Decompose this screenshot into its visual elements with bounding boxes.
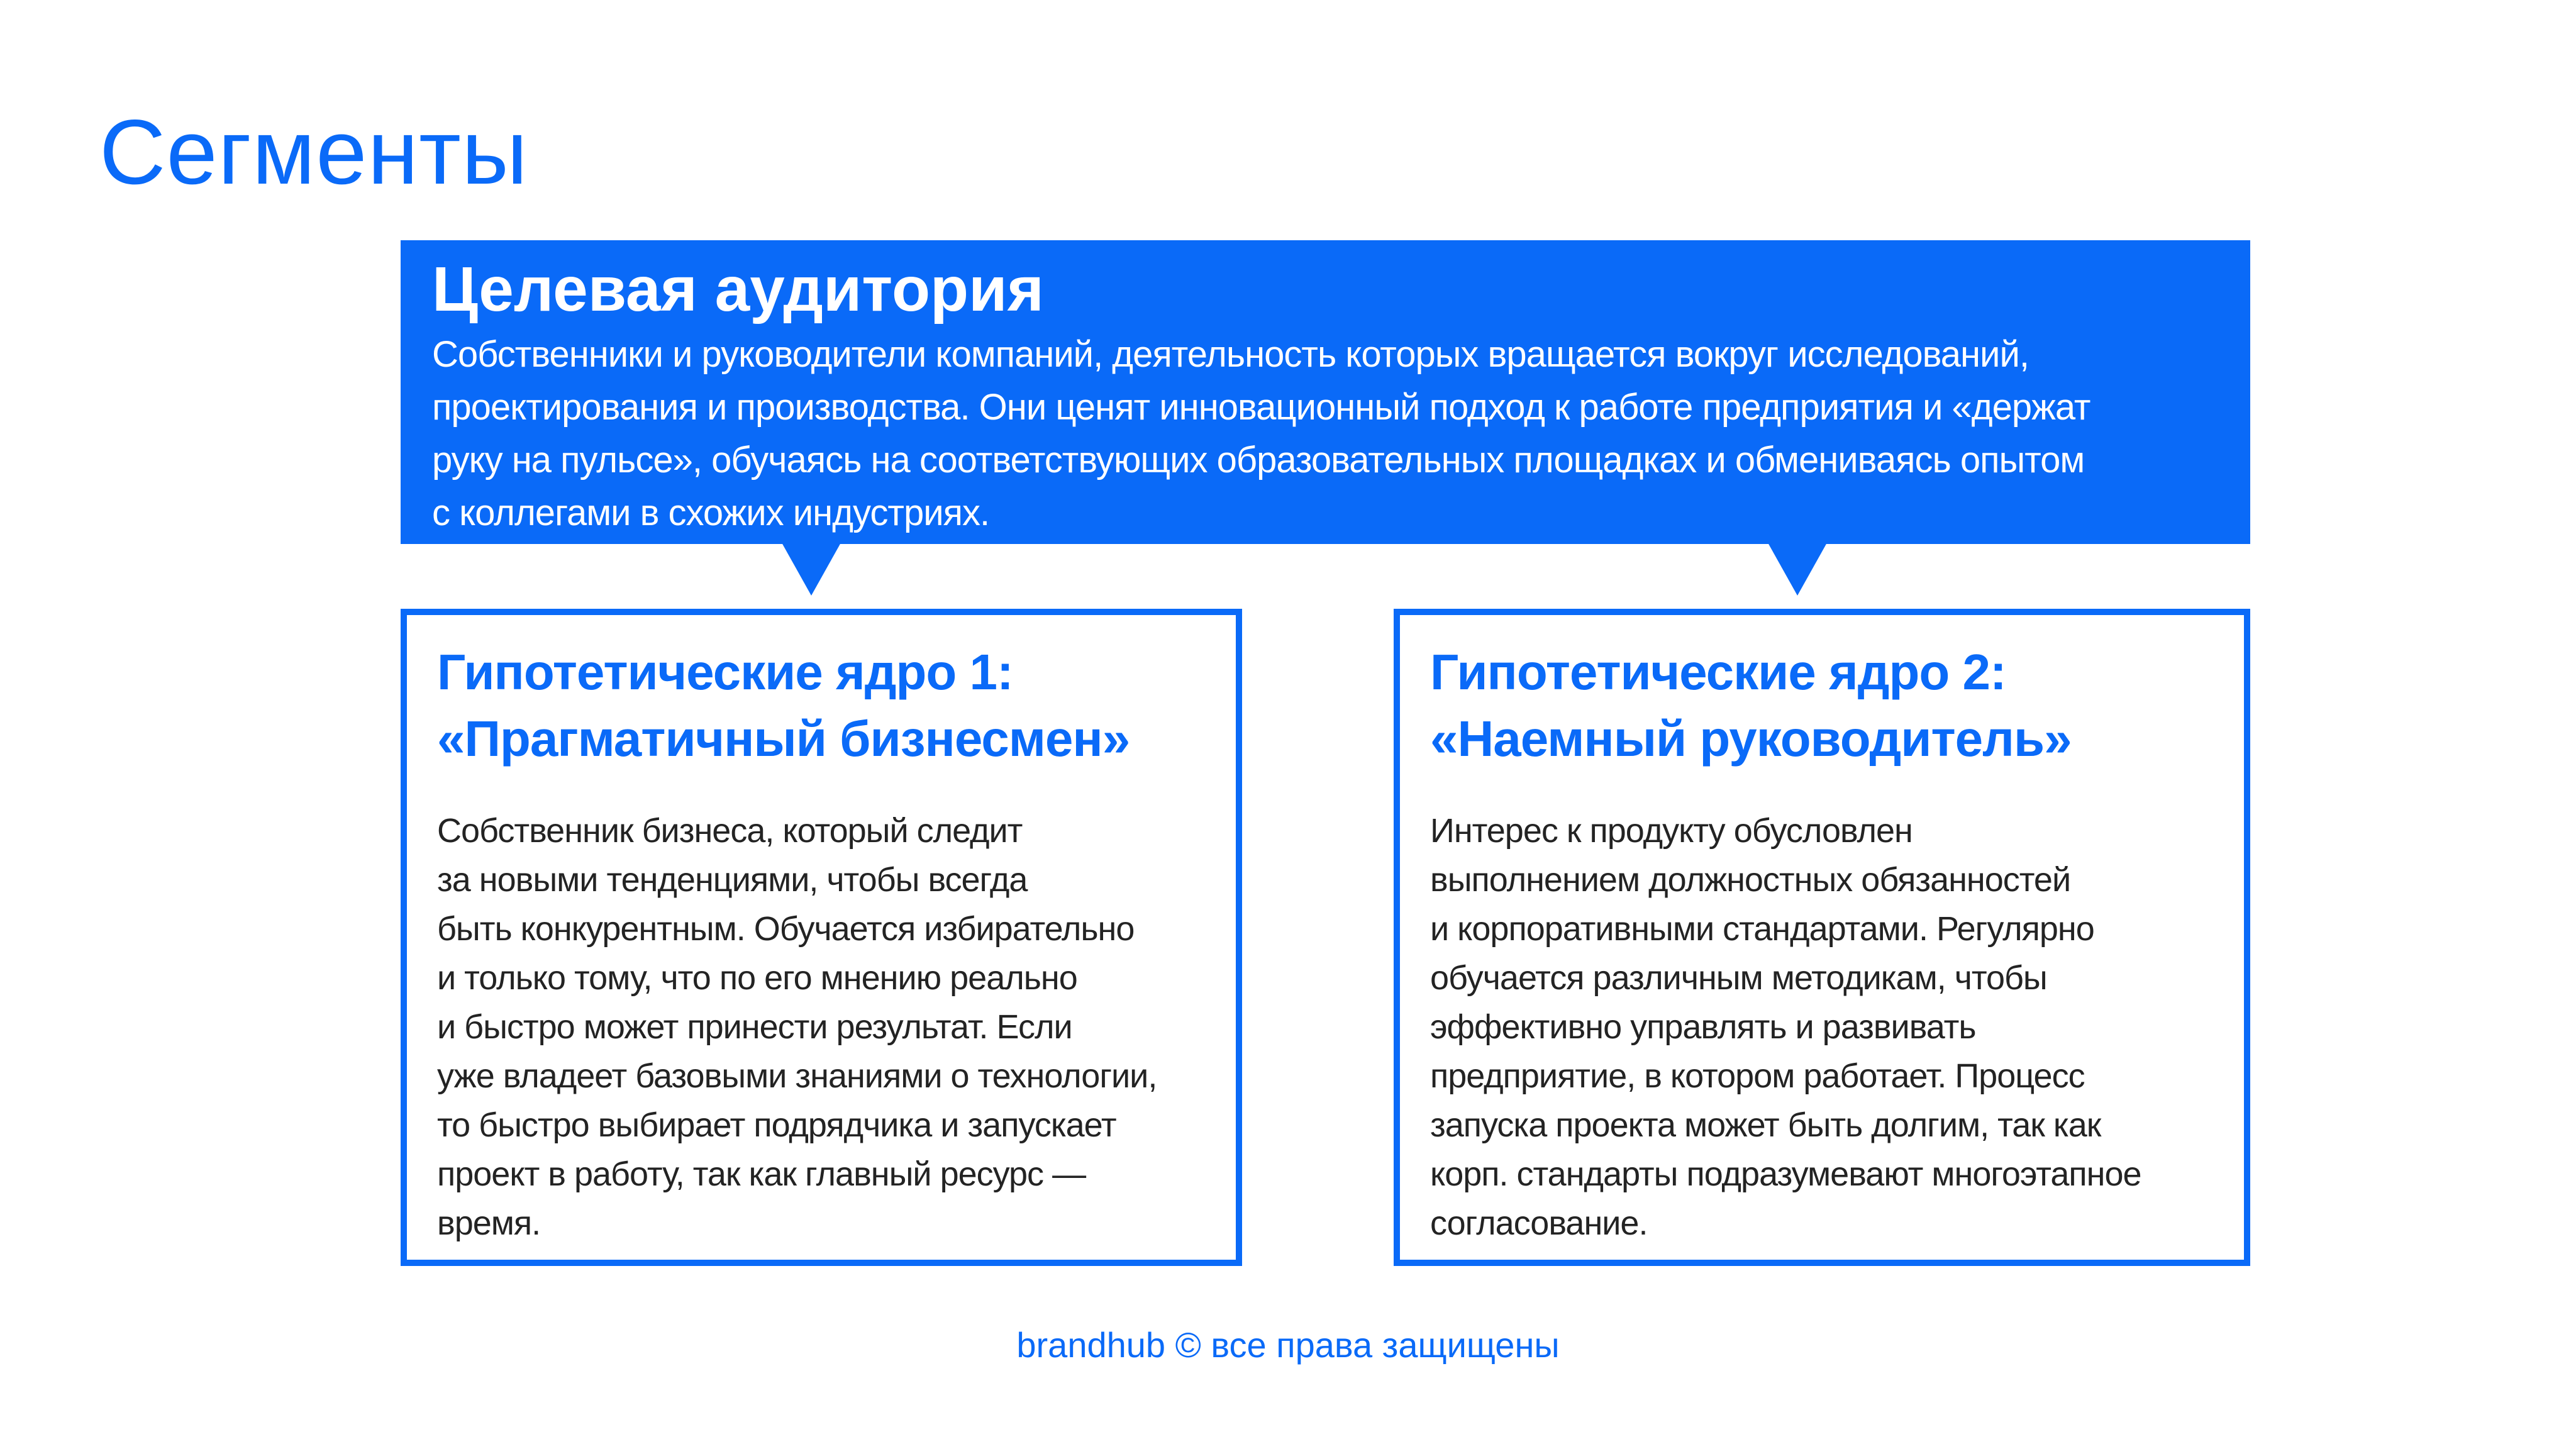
segment-1-title — [437, 639, 1206, 772]
segment-2-title-line2: «Наемный руководитель» — [1430, 711, 2072, 767]
callout-tail-right-icon — [1768, 543, 1827, 596]
segment-2-title-line1: Гипотетические ядро 2: — [1430, 644, 2006, 700]
segment-2-text-line: и корпоративными стандартами. Регулярно — [1430, 910, 2094, 948]
target-audience-text-line: с коллегами в схожих индустриях. — [432, 492, 990, 533]
segment-2-body — [1430, 806, 2214, 1248]
segment-card-1 — [401, 609, 1242, 1266]
target-audience-callout — [401, 240, 2250, 544]
segment-1-text-line: проект в работу, так как главный ресурс — — [437, 1155, 1086, 1193]
target-audience-title: Целевая аудитория — [432, 254, 1044, 325]
page-title: Сегменты — [99, 101, 528, 203]
segment-2-text-line: эффективно управлять и развивать — [1430, 1008, 1976, 1046]
segment-2-text-line: выполнением должностных обязанностей — [1430, 861, 2071, 899]
callout-tail-left-icon — [782, 543, 841, 596]
target-audience-body — [432, 328, 2219, 540]
segment-1-text-line: время. — [437, 1204, 541, 1242]
segment-1-title-line2: «Прагматичный бизнесмен» — [437, 711, 1130, 767]
target-audience-text-line: Собственники и руководители компаний, деятельность которых вращается вокруг исследований, — [432, 334, 2029, 375]
segment-2-text-line: корп. стандарты подразумевают многоэтапное — [1430, 1155, 2141, 1193]
segment-1-text-line: Собственник бизнеса, который следит — [437, 812, 1023, 850]
segment-2-text-line: обучается различным методикам, чтобы — [1430, 959, 2047, 997]
segment-2-title — [1430, 639, 2214, 772]
segment-1-title-line1: Гипотетические ядро 1: — [437, 644, 1013, 700]
segment-card-2 — [1394, 609, 2250, 1266]
segment-1-text-line: уже владеет базовыми знаниями о технологии, — [437, 1057, 1157, 1095]
segment-2-text-line: предприятие, в котором работает. Процесс — [1430, 1057, 2085, 1095]
segment-1-text-line: и быстро может принести результат. Если — [437, 1008, 1072, 1046]
copyright-footer: brandhub © все права защищены — [1016, 1325, 1560, 1365]
target-audience-text-line: проектирования и производства. Они ценят инновационный подход к работе предприятия и «держат — [432, 387, 2090, 428]
segment-1-text-line: за новыми тенденциями, чтобы всегда — [437, 861, 1028, 899]
segment-1-text-line: и только тому, что по его мнению реально — [437, 959, 1077, 997]
segment-2-text-line: Интерес к продукту обусловлен — [1430, 812, 1913, 850]
segment-1-text-line: то быстро выбирает подрядчика и запускает — [437, 1106, 1116, 1144]
target-audience-text-line: руку на пульсе», обучаясь на соответствующих образовательных площадках и обмениваясь опытом — [432, 440, 2085, 480]
segment-2-text-line: согласование. — [1430, 1204, 1648, 1242]
segment-1-body — [437, 806, 1206, 1248]
segment-1-text-line: быть конкурентным. Обучается избирательно — [437, 910, 1135, 948]
segment-2-text-line: запуска проекта может быть долгим, так как — [1430, 1106, 2101, 1144]
